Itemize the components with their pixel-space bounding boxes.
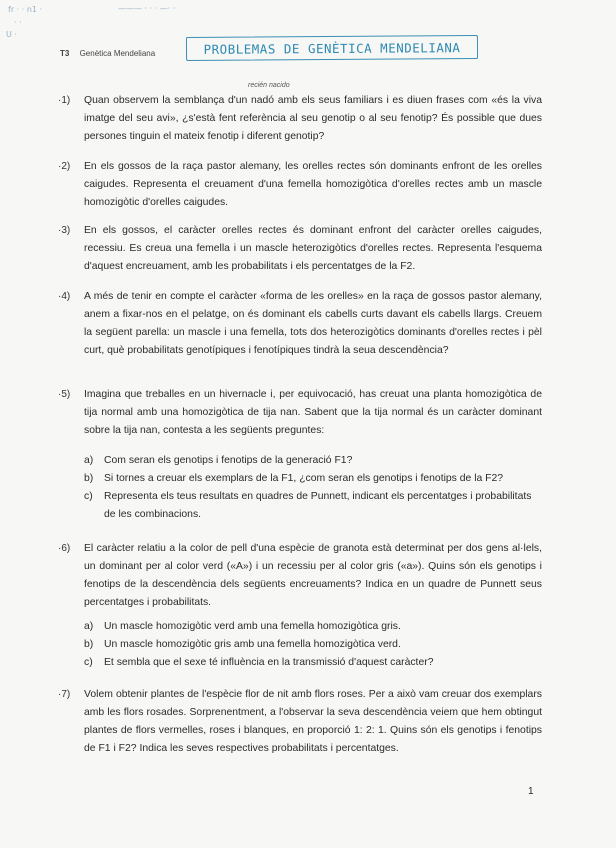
sub-letter: c)	[84, 657, 93, 668]
margin-scribble: U ·	[6, 30, 17, 39]
problem-text: Quan observem la semblança d'un nadó amb els seus familiars i es diuen frases com «és la viva imatge del seu avi», ¿s'està fent referència al seu genotip o al seu fenotip? És possible que dues persones tinguin el mateix fenotip i diferent genotip?	[84, 95, 542, 142]
problem-number: ·7)	[58, 689, 71, 700]
problem-number: ·6)	[58, 543, 71, 554]
sub-text: Un mascle homozigòtic verd amb una femella homozigòtica gris.	[104, 621, 401, 632]
page-number: 1	[528, 786, 534, 797]
problem-2	[58, 158, 542, 212]
problem-number: ·5)	[58, 389, 71, 400]
problem-text: El caràcter relatiu a la color de pell d'una espècie de granota està determinat per dos gens al·lels, un dominant per al color verd («A») i un recessiu per al color gris («a»). Quins són els genotips i fenotips de la descendència dels següents encreuaments? Indica en un quadre de Punnett seus percentatges i probabilitats.	[84, 543, 542, 608]
problem-text: Imagina que treballes en un hivernacle i, per equivocació, has creuat una planta homozigòtica de tija normal amb una homozigòtica de tija nan. Sabent que la tija normal és un caràcter dominant sobre la tija nan, contesta a les següents preguntes:	[84, 389, 542, 436]
problem-1	[58, 92, 542, 146]
sub-letter: c)	[84, 491, 93, 502]
sub-text: Et sembla que el sexe té influència en la transmissió d'aquest caràcter?	[104, 657, 434, 668]
page-header	[60, 49, 155, 58]
problem-6-sub-a	[84, 618, 542, 636]
unit-label: T3	[60, 49, 70, 58]
subject-label: Genètica Mendeliana	[79, 49, 156, 58]
sub-text: Representa els teus resultats en quadres de Punnett, indicant els percentatges i probabilitats de les combinacions.	[104, 491, 532, 520]
problem-5-sub-b	[84, 470, 542, 488]
sub-letter: b)	[84, 639, 94, 650]
problem-number: ·2)	[58, 161, 71, 172]
problem-text: A més de tenir en compte el caràcter «forma de les orelles» en la raça de gossos pastor alemany, anem a fixar-nos en el pelatge, on és dominant els cabells curts davant els cabells llargs. Creuem la següent parella: un mascle i una femella, tots dos heterozigòtics dominants d'orelles rectes i pèl curt, què probabilitats genotípiques i fenotípiques tindrà la seua descendència?	[84, 291, 542, 356]
handwritten-note: recién nacido	[248, 82, 290, 89]
sub-text: Un mascle homozigòtic gris amb una femella homozigòtica verd.	[104, 639, 401, 650]
problem-text: En els gossos de la raça pastor alemany, les orelles rectes són dominants enfront de les orelles caigudes. Representa el creuament d'una femella homozigòtica d'orelles rectes amb un mascle homozigòtic d'orelles caigudes.	[84, 161, 542, 208]
problem-3	[58, 222, 542, 276]
problem-5-sub-c	[84, 488, 542, 524]
problem-6	[58, 540, 542, 612]
problem-text: Volem obtenir plantes de l'espècie flor de nit amb flors roses. Per a això vam creuar dos exemplars amb les flors rosades. Sorprenentment, a l'observar la seva descendència veiem que hem obtingut plantes de flors vermelles, roses i blanques, en proporció 1: 2: 1. Quins són els genotips i fenotips de F1 i F2? Indica les seves respectives probabilitats i percentatges.	[84, 689, 542, 754]
problem-6-sub-c	[84, 654, 542, 672]
problem-4	[58, 288, 542, 360]
problem-7	[58, 686, 542, 758]
problem-5-sub-a	[84, 452, 542, 470]
sub-text: Si tornes a creuar els exemplars de la F1, ¿com seran els genotips i fenotips de la F2?	[104, 473, 504, 484]
problem-number: ·1)	[58, 95, 71, 106]
sub-letter: a)	[84, 455, 94, 466]
margin-scribble: fr · · n1 ·	[8, 5, 43, 14]
sub-letter: b)	[84, 473, 94, 484]
sub-text: Com seran els genotips i fenotips de la generació F1?	[104, 455, 353, 466]
problem-number: ·3)	[58, 225, 71, 236]
problem-number: ·4)	[58, 291, 71, 302]
problem-text: En els gossos, el caràcter orelles rectes és dominant enfront del caràcter orelles caigudes, recessiu. Es creua una femella i un mascle heterozigòtics d'orelles rectes. Representa l'esquema d'aquest encreuament, amb les probabilitats i els percentatges de la F2.	[84, 225, 542, 272]
margin-scribble: · ·	[14, 18, 22, 27]
problem-6-sub-b	[84, 636, 542, 654]
sub-letter: a)	[84, 621, 94, 632]
handwritten-title: PROBLEMAS DE GENÈTICA MENDELIANA	[186, 35, 478, 61]
margin-scribble: ——— · · · —· ·	[118, 4, 176, 13]
problem-5	[58, 386, 542, 440]
